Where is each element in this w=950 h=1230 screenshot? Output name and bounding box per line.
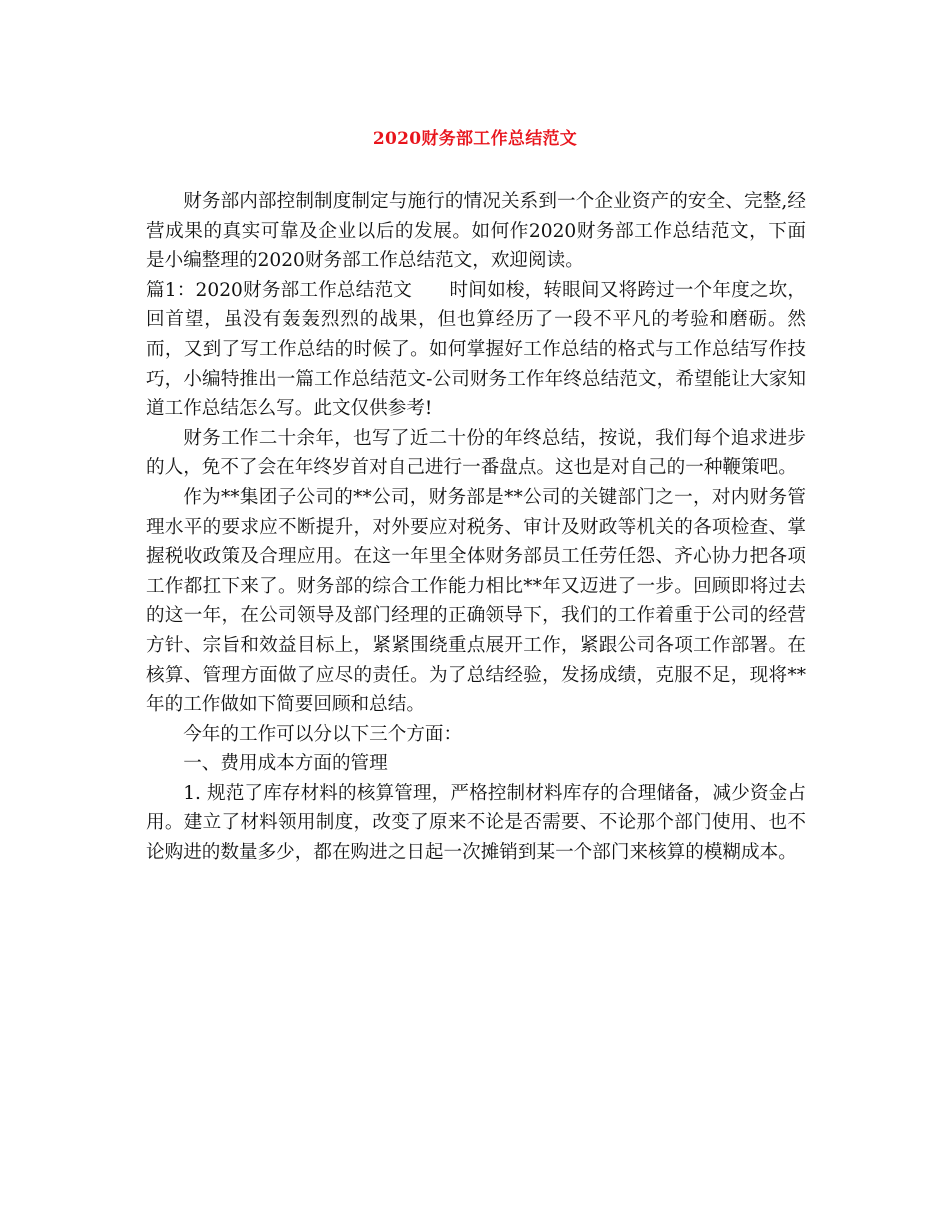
- paragraph-article-1: 篇1：2020财务部工作总结范文 时间如梭，转眼间又将跨过一个年度之坎，回首望，虽没有轰轰烈烈的战果，但也算经历了一段不平凡的考验和磨砺。然而，又到了写工作总结的时候了。如何掌握好工作总结的格式与工作总结写作技巧，小编特推出一篇工作总结范文-公司财务工作年终总结范文，希望能让大家知道工作总结怎么写。此文仅供参考!: [146, 279, 806, 420]
- paragraph-item-1: 1. 规范了库存材料的核算管理，严格控制材料库存的合理储备，减少资金占用。建立了材料领用制度，改变了原来不论是否需要、不论那个部门使用、也不论购进的数量多少，都在购进之日起一次摊销到某一个部门来核算的模糊成本。: [146, 782, 806, 864]
- section-heading-cost-management: 一、费用成本方面的管理: [183, 753, 388, 775]
- paragraph-career: 财务工作二十余年，也写了近二十份的年终总结，按说，我们每个追求进步的人，免不了会在年终岁首对自己进行一番盘点。这也是对自己的一种鞭策吧。: [146, 427, 806, 479]
- paragraph-department: 作为**集团子公司的**公司，财务部是**公司的关键部门之一，对内财务管理水平的要求应不断提升，对外要应对税务、审计及财政等机关的各项检查、掌握税收政策及合理应用。在这一年里全体财务部员工任劳任怨、齐心协力把各项工作都扛下来了。财务部的综合工作能力相比**年又迈进了一步。回顾即将过去的这一年，在公司领导及部门经理的正确领导下，我们的工作着重于公司的经营方针、宗旨和效益目标上，紧紧围绕重点展开工作，紧跟公司各项工作部署。在核算、管理方面做了应尽的责任。为了总结经验，发扬成绩，克服不足，现将**年的工作做如下简要回顾和总结。: [146, 486, 806, 716]
- paragraph-three-aspects: 今年的工作可以分以下三个方面：: [183, 723, 463, 745]
- document-body: [146, 187, 806, 868]
- document-title: 2020财务部工作总结范文: [372, 129, 578, 149]
- paragraph-intro: 财务部内部控制制度制定与施行的情况关系到一个企业资产的安全、完整,经营成果的真实可靠及企业以后的发展。如何作2020财务部工作总结范文，下面是小编整理的2020财务部工作总结范文，欢迎阅读。: [146, 191, 806, 272]
